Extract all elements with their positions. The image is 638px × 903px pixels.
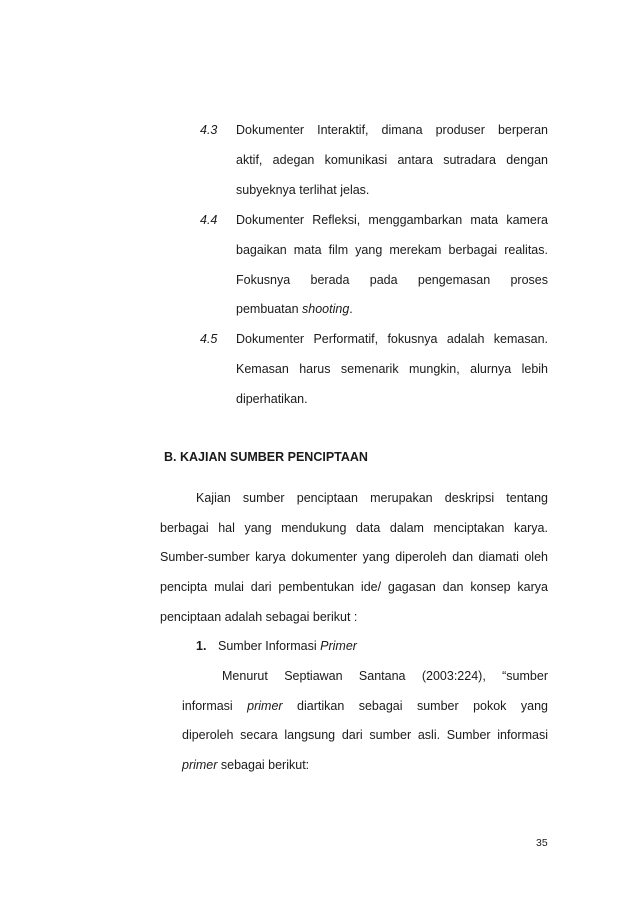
page-number: 35 bbox=[536, 837, 548, 849]
list-item-text: pembuatan shooting. bbox=[236, 302, 353, 316]
list-item-text: bagaikan mata film yang merekam berbagai realitas. bbox=[236, 243, 548, 257]
subitem-paragraph-line: primer sebagai berikut: bbox=[182, 758, 310, 772]
list-item-number: 4.3 bbox=[200, 123, 218, 137]
subitem-paragraph-line: informasi primer diartikan sebagai sumber pokok yang bbox=[182, 699, 548, 713]
list-item-text: diperhatikan. bbox=[236, 392, 308, 406]
paragraph-line: berbagai hal yang mendukung data dalam menciptakan karya. bbox=[160, 521, 548, 535]
list-item-text: subyeknya terlihat jelas. bbox=[236, 183, 370, 197]
list-item-text: Dokumenter Performatif, fokusnya adalah kemasan. bbox=[236, 332, 548, 346]
list-item-text: Fokusnya berada pada pengemasan proses bbox=[236, 273, 548, 287]
list-item-text: Kemasan harus semenarik mungkin, alurnya lebih bbox=[236, 362, 548, 376]
paragraph-line: Sumber-sumber karya dokumenter yang diperoleh dan diamati oleh bbox=[160, 550, 548, 564]
list-item-number: 4.5 bbox=[200, 332, 218, 346]
list-item-text: Dokumenter Interaktif, dimana produser berperan bbox=[236, 123, 548, 137]
list-item-text: aktif, adegan komunikasi antara sutradara dengan bbox=[236, 153, 548, 167]
paragraph-line: pencipta mulai dari pembentukan ide/ gagasan dan konsep karya bbox=[160, 580, 548, 594]
paragraph-line: Kajian sumber penciptaan merupakan deskripsi tentang bbox=[196, 491, 548, 505]
list-item-number: 4.4 bbox=[200, 213, 218, 227]
subitem-number: 1. bbox=[196, 639, 207, 653]
section-heading: B. KAJIAN SUMBER PENCIPTAAN bbox=[164, 450, 368, 464]
paragraph-line: penciptaan adalah sebagai berikut : bbox=[160, 610, 358, 624]
subitem-paragraph-line: Menurut Septiawan Santana (2003:224), “sumber bbox=[222, 669, 548, 683]
subitem-paragraph-line: diperoleh secara langsung dari sumber asli. Sumber informasi bbox=[182, 728, 548, 742]
list-item-text: Dokumenter Refleksi, menggambarkan mata kamera bbox=[236, 213, 548, 227]
subitem-title: Sumber Informasi Primer bbox=[218, 639, 357, 653]
